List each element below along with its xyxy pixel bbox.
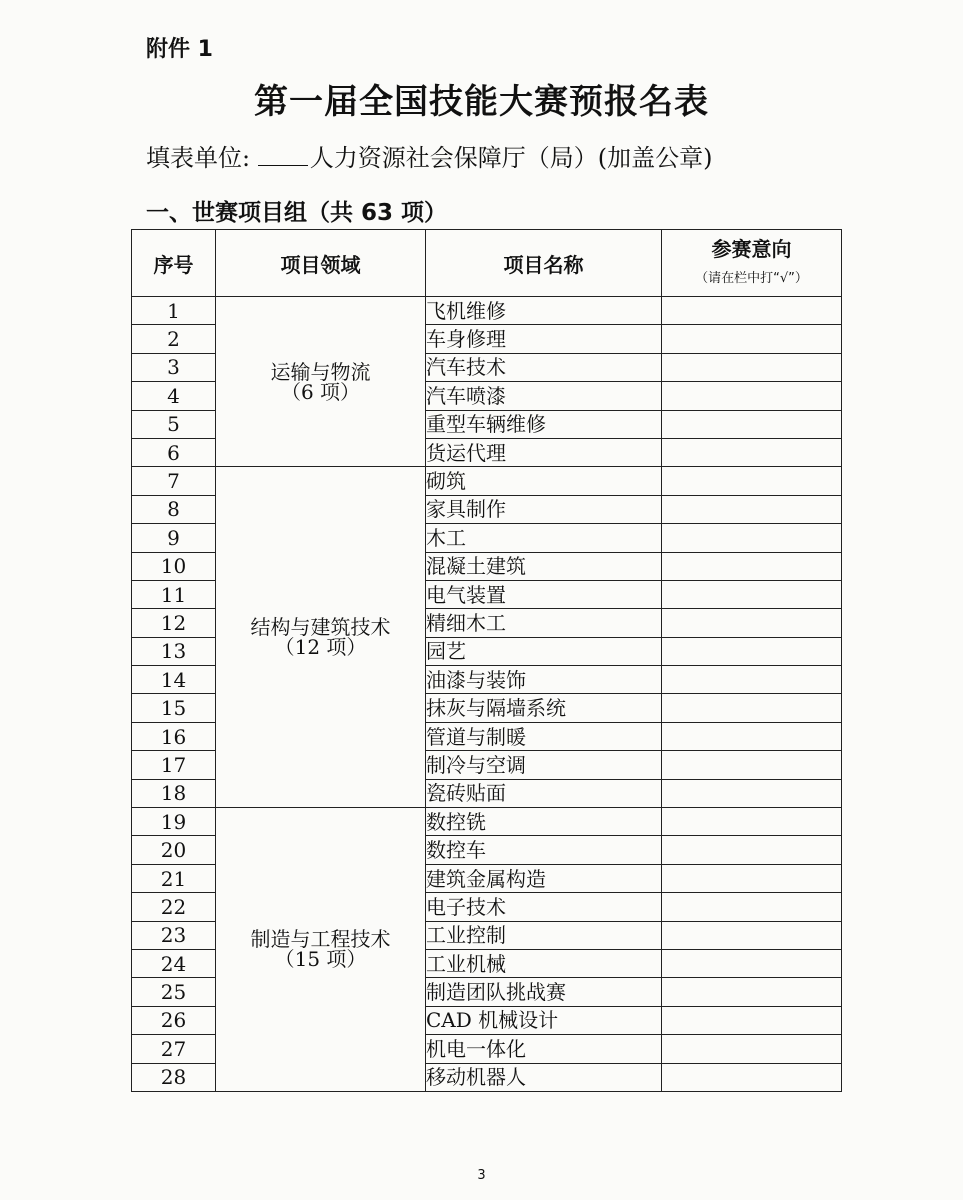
intent-checkbox-cell[interactable] bbox=[662, 325, 842, 353]
table-body bbox=[132, 297, 842, 1092]
intent-checkbox-cell[interactable] bbox=[662, 921, 842, 949]
row-index: 15 bbox=[132, 694, 216, 722]
row-index: 1 bbox=[132, 297, 216, 325]
project-name: 油漆与装饰 bbox=[426, 666, 662, 694]
row-index: 27 bbox=[132, 1035, 216, 1063]
filling-unit-value: 人力资源社会保障厅（局）(加盖公章) bbox=[309, 144, 713, 172]
form-title: 第一届全国技能大赛预报名表 bbox=[254, 82, 709, 122]
project-name: 飞机维修 bbox=[426, 297, 662, 325]
filling-unit-blank[interactable] bbox=[258, 143, 308, 166]
intent-checkbox-cell[interactable] bbox=[662, 609, 842, 637]
intent-checkbox-cell[interactable] bbox=[662, 410, 842, 438]
intent-checkbox-cell[interactable] bbox=[662, 779, 842, 807]
project-name: 抹灰与隔墙系统 bbox=[426, 694, 662, 722]
project-name: 工业机械 bbox=[426, 949, 662, 977]
row-index: 2 bbox=[132, 325, 216, 353]
row-index: 24 bbox=[132, 949, 216, 977]
row-index: 16 bbox=[132, 722, 216, 750]
domain-count: （6 项） bbox=[280, 379, 361, 404]
row-index: 19 bbox=[132, 808, 216, 836]
header-intent-label: 参赛意向 bbox=[711, 237, 792, 261]
row-index: 5 bbox=[132, 410, 216, 438]
intent-checkbox-cell[interactable] bbox=[662, 495, 842, 523]
header-index: 序号 bbox=[132, 230, 216, 297]
intent-checkbox-cell[interactable] bbox=[662, 467, 842, 495]
row-index: 14 bbox=[132, 666, 216, 694]
row-index: 12 bbox=[132, 609, 216, 637]
page-number: 3 bbox=[477, 1168, 486, 1183]
filling-unit-line bbox=[146, 138, 712, 173]
domain-cell bbox=[216, 467, 426, 808]
project-name: 电气装置 bbox=[426, 580, 662, 608]
row-index: 26 bbox=[132, 1006, 216, 1034]
project-name: CAD 机械设计 bbox=[426, 1006, 662, 1034]
intent-checkbox-cell[interactable] bbox=[662, 949, 842, 977]
row-index: 7 bbox=[132, 467, 216, 495]
project-name: 园艺 bbox=[426, 637, 662, 665]
filling-unit-label: 填表单位: bbox=[146, 144, 251, 172]
project-name: 汽车技术 bbox=[426, 353, 662, 381]
intent-checkbox-cell[interactable] bbox=[662, 893, 842, 921]
row-index: 17 bbox=[132, 751, 216, 779]
table-header-row bbox=[132, 230, 842, 297]
intent-checkbox-cell[interactable] bbox=[662, 382, 842, 410]
row-index: 25 bbox=[132, 978, 216, 1006]
intent-checkbox-cell[interactable] bbox=[662, 694, 842, 722]
intent-checkbox-cell[interactable] bbox=[662, 637, 842, 665]
table-row bbox=[132, 467, 842, 495]
project-name: 重型车辆维修 bbox=[426, 410, 662, 438]
registration-table bbox=[131, 229, 842, 1092]
table-row bbox=[132, 808, 842, 836]
intent-checkbox-cell[interactable] bbox=[662, 438, 842, 466]
intent-checkbox-cell[interactable] bbox=[662, 580, 842, 608]
row-index: 21 bbox=[132, 864, 216, 892]
project-name: 汽车喷漆 bbox=[426, 382, 662, 410]
intent-checkbox-cell[interactable] bbox=[662, 978, 842, 1006]
project-name: 管道与制暖 bbox=[426, 722, 662, 750]
intent-checkbox-cell[interactable] bbox=[662, 751, 842, 779]
intent-checkbox-cell[interactable] bbox=[662, 353, 842, 381]
row-index: 22 bbox=[132, 893, 216, 921]
intent-checkbox-cell[interactable] bbox=[662, 808, 842, 836]
header-intent-hint: （请在栏中打“√”） bbox=[695, 271, 808, 286]
project-name: 制造团队挑战赛 bbox=[426, 978, 662, 1006]
attachment-label: 附件 1 bbox=[146, 37, 213, 62]
domain-name: 运输与物流 bbox=[270, 359, 371, 384]
row-index: 23 bbox=[132, 921, 216, 949]
project-name: 车身修理 bbox=[426, 325, 662, 353]
domain-cell bbox=[216, 297, 426, 467]
header-name: 项目名称 bbox=[426, 230, 662, 297]
domain-cell bbox=[216, 808, 426, 1092]
intent-checkbox-cell[interactable] bbox=[662, 1035, 842, 1063]
project-name: 工业控制 bbox=[426, 921, 662, 949]
header-domain: 项目领域 bbox=[216, 230, 426, 297]
project-name: 制冷与空调 bbox=[426, 751, 662, 779]
project-name: 瓷砖贴面 bbox=[426, 779, 662, 807]
intent-checkbox-cell[interactable] bbox=[662, 864, 842, 892]
domain-name: 结构与建筑技术 bbox=[250, 615, 391, 640]
row-index: 3 bbox=[132, 353, 216, 381]
header-intent bbox=[662, 230, 842, 297]
project-name: 混凝土建筑 bbox=[426, 552, 662, 580]
intent-checkbox-cell[interactable] bbox=[662, 666, 842, 694]
project-name: 建筑金属构造 bbox=[426, 864, 662, 892]
row-index: 13 bbox=[132, 637, 216, 665]
domain-name: 制造与工程技术 bbox=[250, 927, 391, 952]
intent-checkbox-cell[interactable] bbox=[662, 297, 842, 325]
intent-checkbox-cell[interactable] bbox=[662, 552, 842, 580]
project-name: 移动机器人 bbox=[426, 1063, 662, 1091]
row-index: 8 bbox=[132, 495, 216, 523]
intent-checkbox-cell[interactable] bbox=[662, 1063, 842, 1091]
row-index: 6 bbox=[132, 438, 216, 466]
section-title: 一、世赛项目组（共 63 项） bbox=[146, 200, 448, 226]
intent-checkbox-cell[interactable] bbox=[662, 524, 842, 552]
project-name: 数控车 bbox=[426, 836, 662, 864]
row-index: 4 bbox=[132, 382, 216, 410]
table-row bbox=[132, 297, 842, 325]
intent-checkbox-cell[interactable] bbox=[662, 836, 842, 864]
project-name: 货运代理 bbox=[426, 438, 662, 466]
row-index: 18 bbox=[132, 779, 216, 807]
project-name: 电子技术 bbox=[426, 893, 662, 921]
domain-count: （15 项） bbox=[274, 947, 367, 972]
project-name: 精细木工 bbox=[426, 609, 662, 637]
project-name: 机电一体化 bbox=[426, 1035, 662, 1063]
row-index: 11 bbox=[132, 580, 216, 608]
intent-checkbox-cell[interactable] bbox=[662, 722, 842, 750]
project-name: 数控铣 bbox=[426, 808, 662, 836]
project-name: 木工 bbox=[426, 524, 662, 552]
row-index: 28 bbox=[132, 1063, 216, 1091]
row-index: 20 bbox=[132, 836, 216, 864]
intent-checkbox-cell[interactable] bbox=[662, 1006, 842, 1034]
project-name: 家具制作 bbox=[426, 495, 662, 523]
domain-count: （12 项） bbox=[274, 635, 367, 660]
row-index: 10 bbox=[132, 552, 216, 580]
row-index: 9 bbox=[132, 524, 216, 552]
project-name: 砌筑 bbox=[426, 467, 662, 495]
